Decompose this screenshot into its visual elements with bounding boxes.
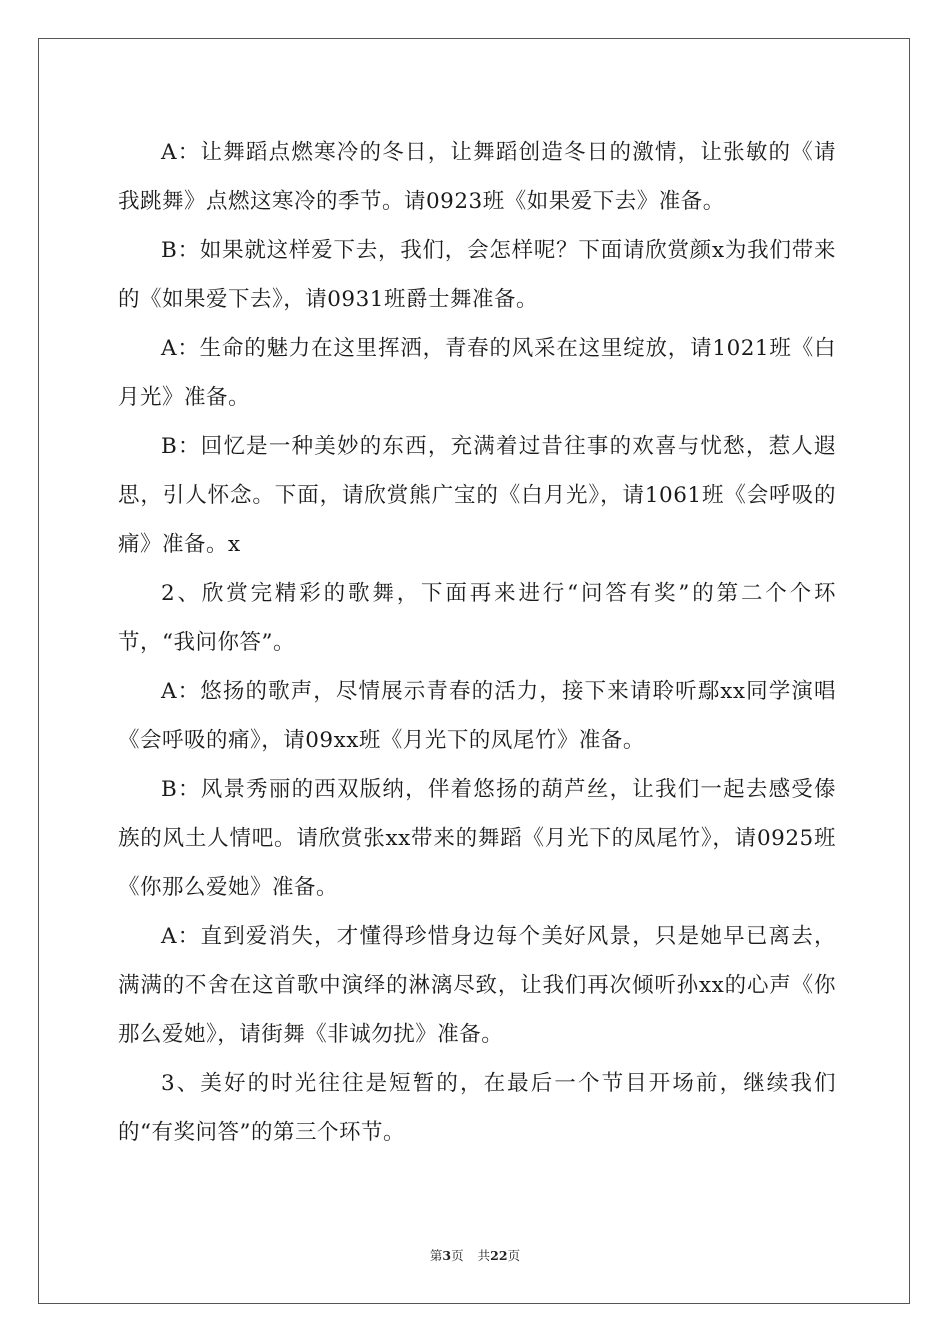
total-suffix: 页: [507, 1248, 521, 1263]
page-footer: [0, 1248, 950, 1264]
paragraph-8: A：直到爱消失，才懂得珍惜身边每个美好风景，只是她早已离去，满满的不舍在这首歌中演绎的淋漓尽致，让我们再次倾听孙xx的心声《你那么爱她》，请街舞《非诚勿扰》准备。: [118, 924, 836, 1047]
page-prefix: 第: [429, 1248, 443, 1263]
page-suffix: 页: [451, 1248, 464, 1263]
current-page-number: 3: [442, 1248, 452, 1263]
paragraph-1: A：让舞蹈点燃寒冷的冬日，让舞蹈创造冬日的激情，让张敏的《请我跳舞》点燃这寒冷的季节。请0923班《如果爱下去》准备。: [118, 140, 836, 214]
paragraph-6: A：悠扬的歌声，尽情展示青春的活力，接下来请聆听鄢xx同学演唱《会呼吸的痛》，请09xx班《月光下的凤尾竹》准备。: [118, 679, 836, 753]
total-page-count: 22: [490, 1248, 508, 1263]
paragraph-9: 3、美好的时光往往是短暂的，在最后一个节目开场前，继续我们的“有奖问答”的第三个环节。: [118, 1071, 836, 1145]
document-body: [118, 128, 836, 1157]
paragraph-5: 2、欣赏完精彩的歌舞，下面再来进行“问答有奖”的第二个个环节，“我问你答”。: [118, 581, 836, 655]
total-prefix: 共: [477, 1248, 491, 1263]
paragraph-2: B：如果就这样爱下去，我们，会怎样呢？下面请欣赏颜x为我们带来的《如果爱下去》，请0931班爵士舞准备。: [118, 238, 836, 312]
paragraph-7: B：风景秀丽的西双版纳，伴着悠扬的葫芦丝，让我们一起去感受傣族的风土人情吧。请欣赏张xx带来的舞蹈《月光下的凤尾竹》，请0925班《你那么爱她》准备。: [118, 777, 836, 900]
paragraph-3: A：生命的魅力在这里挥洒，青春的风采在这里绽放，请1021班《白月光》准备。: [118, 336, 836, 410]
paragraph-4: B：回忆是一种美妙的东西，充满着过昔往事的欢喜与忧愁，惹人遐思，引人怀念。下面，请欣赏熊广宝的《白月光》，请1061班《会呼吸的痛》准备。x: [118, 434, 836, 557]
